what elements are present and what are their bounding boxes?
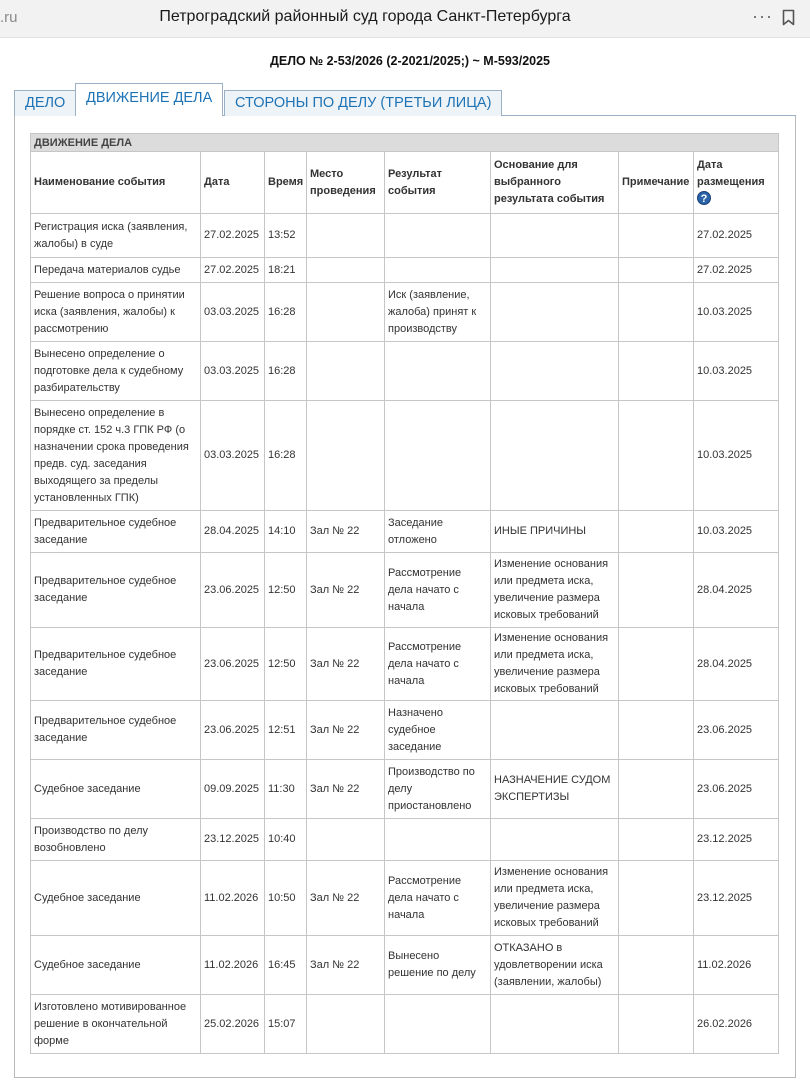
cell-date: 09.09.2025 (201, 760, 265, 819)
cell-note (619, 214, 694, 258)
cell-basis (491, 995, 619, 1054)
cell-event: Судебное заседание (31, 861, 201, 936)
cell-time: 16:45 (265, 936, 307, 995)
col-header-time: Время (265, 152, 307, 214)
cell-posted: 23.12.2025 (694, 861, 779, 936)
address-bar[interactable]: .ru (0, 9, 18, 26)
table-row (31, 214, 779, 258)
cell-note (619, 861, 694, 936)
cell-posted: 26.02.2026 (694, 995, 779, 1054)
col-header-event: Наименование события (31, 152, 201, 214)
table-row (31, 760, 779, 819)
cell-note (619, 936, 694, 995)
cell-basis (491, 214, 619, 258)
table-row (31, 401, 779, 511)
table-row (31, 342, 779, 401)
cell-basis (491, 819, 619, 861)
cell-event: Вынесено определение в порядке ст. 152 ч.3 ГПК РФ (о назначении срока проведения предв. суд. заседания выходящего за пределы установленных ГПК) (31, 401, 201, 511)
cell-event: Решение вопроса о принятии иска (заявления, жалобы) к рассмотрению (31, 283, 201, 342)
cell-place: Зал № 22 (307, 511, 385, 553)
col-header-place: Место проведения (307, 152, 385, 214)
cell-basis (491, 283, 619, 342)
cell-note (619, 342, 694, 401)
tab-case-movement[interactable]: ДВИЖЕНИЕ ДЕЛА (75, 83, 223, 116)
cell-event: Судебное заседание (31, 760, 201, 819)
cell-time: 16:28 (265, 401, 307, 511)
cell-note (619, 701, 694, 760)
cell-posted: 27.02.2025 (694, 258, 779, 283)
col-header-posted (694, 152, 779, 214)
cell-posted: 10.03.2025 (694, 401, 779, 511)
cell-place: Зал № 22 (307, 701, 385, 760)
table-row (31, 511, 779, 553)
cell-basis: ИНЫЕ ПРИЧИНЫ (491, 511, 619, 553)
cell-result: Производство по делу приостановлено (385, 760, 491, 819)
cell-result: Рассмотрение дела начато с начала (385, 628, 491, 701)
cell-time: 15:07 (265, 995, 307, 1054)
cell-place (307, 401, 385, 511)
cell-event: Предварительное судебное заседание (31, 511, 201, 553)
cell-note (619, 760, 694, 819)
cell-event: Производство по делу возобновлено (31, 819, 201, 861)
cell-place (307, 258, 385, 283)
cell-note (619, 628, 694, 701)
cell-posted: 28.04.2025 (694, 553, 779, 628)
cell-time: 12:50 (265, 628, 307, 701)
cell-posted: 11.02.2026 (694, 936, 779, 995)
cell-result (385, 258, 491, 283)
table-row (31, 819, 779, 861)
cell-result (385, 214, 491, 258)
table-row (31, 258, 779, 283)
col-header-date: Дата (201, 152, 265, 214)
cell-time: 14:10 (265, 511, 307, 553)
cell-date: 28.04.2025 (201, 511, 265, 553)
cell-event: Вынесено определение о подготовке дела к судебному разбирательству (31, 342, 201, 401)
col-header-note: Примечание (619, 152, 694, 214)
cell-note (619, 258, 694, 283)
col-header-basis: Основание для выбранного результата события (491, 152, 619, 214)
cell-time: 13:52 (265, 214, 307, 258)
table-row (31, 628, 779, 701)
table-row (31, 701, 779, 760)
cell-place: Зал № 22 (307, 553, 385, 628)
table-row (31, 283, 779, 342)
cell-result: Рассмотрение дела начато с начала (385, 553, 491, 628)
cell-date: 11.02.2026 (201, 861, 265, 936)
cell-date: 27.02.2025 (201, 258, 265, 283)
cell-posted: 23.06.2025 (694, 760, 779, 819)
cell-result (385, 342, 491, 401)
cell-event: Предварительное судебное заседание (31, 553, 201, 628)
cell-note (619, 283, 694, 342)
cell-event: Передача материалов судье (31, 258, 201, 283)
cell-place: Зал № 22 (307, 861, 385, 936)
cell-posted: 23.06.2025 (694, 701, 779, 760)
cell-date: 23.12.2025 (201, 819, 265, 861)
cell-posted: 28.04.2025 (694, 628, 779, 701)
cell-place: Зал № 22 (307, 628, 385, 701)
table-row (31, 553, 779, 628)
cell-basis: Изменение основания или предмета иска, увеличение размера исковых требований (491, 628, 619, 701)
cell-posted: 10.03.2025 (694, 342, 779, 401)
cell-time: 11:30 (265, 760, 307, 819)
browser-toolbar (0, 0, 810, 38)
cell-event: Предварительное судебное заседание (31, 701, 201, 760)
tab-parties[interactable]: СТОРОНЫ ПО ДЕЛУ (ТРЕТЬИ ЛИЦА) (224, 90, 502, 116)
cell-date: 03.03.2025 (201, 401, 265, 511)
cell-basis: НАЗНАЧЕНИЕ СУДОМ ЭКСПЕРТИЗЫ (491, 760, 619, 819)
more-menu-icon[interactable]: ··· (752, 6, 773, 26)
cell-event: Предварительное судебное заседание (31, 628, 201, 701)
cell-note (619, 553, 694, 628)
cell-result: Вынесено решение по делу (385, 936, 491, 995)
table-row (31, 861, 779, 936)
cell-time: 18:21 (265, 258, 307, 283)
cell-note (619, 819, 694, 861)
cell-basis: Изменение основания или предмета иска, увеличение размера исковых требований (491, 553, 619, 628)
cell-place: Зал № 22 (307, 936, 385, 995)
cell-event: Изготовлено мотивированное решение в окончательной форме (31, 995, 201, 1054)
cell-place (307, 819, 385, 861)
cell-result: Заседание отложено (385, 511, 491, 553)
cell-note (619, 511, 694, 553)
cell-place (307, 214, 385, 258)
cell-posted: 23.12.2025 (694, 819, 779, 861)
table-row (31, 936, 779, 995)
cell-basis: ОТКАЗАНО в удовлетворении иска (заявлении, жалобы) (491, 936, 619, 995)
help-icon[interactable]: ? (697, 191, 711, 205)
cell-result: Иск (заявление, жалоба) принят к производству (385, 283, 491, 342)
cell-basis (491, 342, 619, 401)
cell-posted: 27.02.2025 (694, 214, 779, 258)
tab-case[interactable]: ДЕЛО (14, 90, 76, 116)
cell-date: 23.06.2025 (201, 701, 265, 760)
cell-result (385, 819, 491, 861)
cell-date: 25.02.2026 (201, 995, 265, 1054)
cell-result: Назначено судебное заседание (385, 701, 491, 760)
cell-basis: Изменение основания или предмета иска, увеличение размера исковых требований (491, 861, 619, 936)
cell-event: Судебное заседание (31, 936, 201, 995)
cell-place (307, 283, 385, 342)
col-header-result: Результат события (385, 152, 491, 214)
browser-page-title: Петроградский районный суд города Санкт-Петербурга (159, 8, 571, 25)
cell-posted: 10.03.2025 (694, 283, 779, 342)
bookmark-icon[interactable] (782, 9, 795, 26)
cell-place (307, 342, 385, 401)
cell-date: 27.02.2025 (201, 214, 265, 258)
cell-posted: 10.03.2025 (694, 511, 779, 553)
cell-date: 03.03.2025 (201, 283, 265, 342)
cell-place: Зал № 22 (307, 760, 385, 819)
cell-place (307, 995, 385, 1054)
cell-date: 23.06.2025 (201, 553, 265, 628)
cell-time: 16:28 (265, 283, 307, 342)
cell-basis (491, 258, 619, 283)
cell-result: Рассмотрение дела начато с начала (385, 861, 491, 936)
cell-result (385, 995, 491, 1054)
cell-time: 10:40 (265, 819, 307, 861)
cell-date: 23.06.2025 (201, 628, 265, 701)
case-title: ДЕЛО № 2-53/2026 (2-2021/2025;) ~ М-593/2025 (269, 54, 551, 68)
cell-time: 12:51 (265, 701, 307, 760)
cell-time: 16:28 (265, 342, 307, 401)
cell-result (385, 401, 491, 511)
section-title: ДВИЖЕНИЕ ДЕЛА (31, 134, 779, 152)
cell-date: 03.03.2025 (201, 342, 265, 401)
cell-note (619, 995, 694, 1054)
cell-event: Регистрация иска (заявления, жалобы) в суде (31, 214, 201, 258)
cell-date: 11.02.2026 (201, 936, 265, 995)
case-movement-table (30, 133, 779, 1054)
table-row (31, 995, 779, 1054)
cell-basis (491, 401, 619, 511)
cell-time: 12:50 (265, 553, 307, 628)
cell-note (619, 401, 694, 511)
col-header-posted-label: Дата размещения (697, 159, 765, 188)
cell-time: 10:50 (265, 861, 307, 936)
cell-basis (491, 701, 619, 760)
